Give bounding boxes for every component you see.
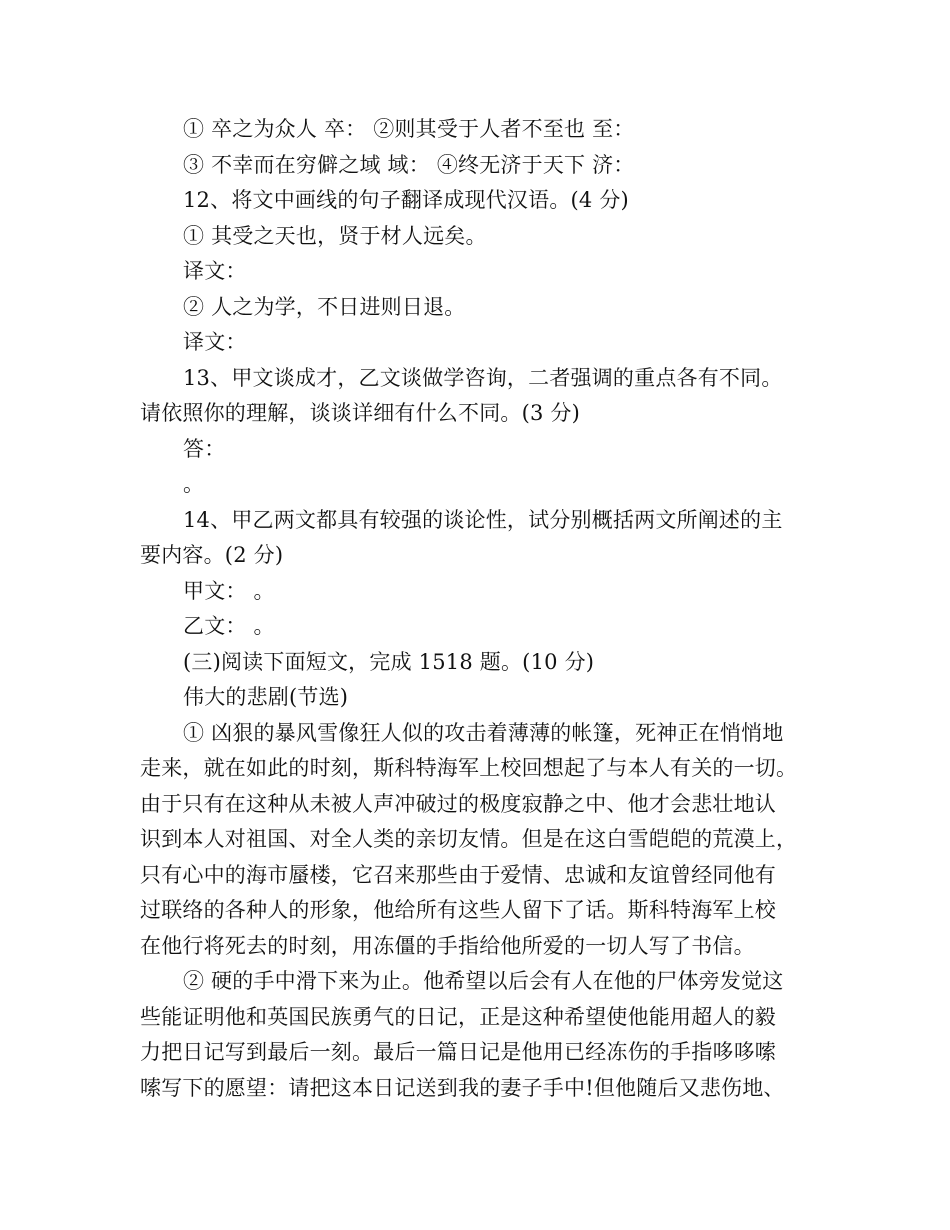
paragraph-line: 些能证明他和英国民族勇气的日记，正是这种希望使他能用超人的毅 bbox=[140, 1004, 776, 1029]
answer-label: 甲文： 。 bbox=[183, 578, 275, 603]
paragraph-line: 走来，就在如此的时刻，斯科特海军上校回想起了与本人有关的一切。 bbox=[140, 756, 798, 780]
text-line: ③ 不幸而在穷僻之域 域： ④终无济于天下 济： bbox=[183, 152, 635, 177]
paragraph-line: ② 硬的手中滑下来为止。他希望以后会有人在他的尸体旁发觉这 bbox=[183, 969, 784, 993]
answer-label: 乙文： 。 bbox=[183, 614, 275, 638]
text-line: ② 人之为学，不日进则日退。 bbox=[183, 294, 466, 319]
question-heading: 14、甲乙两文都具有较强的谈论性，试分别概括两文所阐述的主 bbox=[183, 507, 783, 532]
paragraph-line: 识到本人对祖国、对全人类的亲切友情。但是在这白雪皑皑的荒漠上， bbox=[140, 827, 798, 851]
text-line: ① 卒之为众人 卒： ②则其受于人者不至也 至： bbox=[183, 117, 635, 141]
paragraph-line: 过联络的各种人的形象，他给所有这些人留下了话。斯科特海军上校 bbox=[140, 898, 776, 922]
answer-label: 译文： bbox=[183, 259, 247, 283]
paragraph-line: 力把日记写到最后一刻。最后一篇日记是他用已经冻伤的手指哆哆嗦 bbox=[140, 1040, 776, 1064]
text-line: 。 bbox=[183, 472, 205, 496]
paragraph-line: 在他行将死去的时刻，用冻僵的手指给他所爱的一切人写了书信。 bbox=[140, 933, 755, 958]
passage-title: 伟大的悲剧(节选) bbox=[183, 685, 349, 709]
paragraph-line: 由于只有在这种从未被人声冲破过的极度寂静之中、他才会悲壮地认 bbox=[140, 791, 776, 816]
text-line: 请依照你的理解，谈谈详细有什么不同。(3 分) bbox=[140, 401, 581, 425]
answer-label: 译文： bbox=[183, 330, 247, 354]
text-line: ① 其受之天也，贤于材人远矣。 bbox=[183, 223, 487, 248]
text-line: 要内容。(2 分) bbox=[140, 543, 284, 567]
answer-label: 答： bbox=[183, 436, 226, 461]
section-heading: (三)阅读下面短文，完成 1518 题。(10 分) bbox=[183, 649, 595, 674]
document-body bbox=[140, 112, 830, 1106]
question-heading: 13、甲文谈成才，乙文谈做学咨询，二者强调的重点各有不同。 bbox=[183, 365, 783, 390]
paragraph-line: 只有心中的海市蜃楼，它召来那些由于爱情、忠诚和友谊曾经同他有 bbox=[140, 862, 776, 887]
paragraph-line: 嗦写下的愿望：请把这本日记送到我的妻子手中!但他随后又悲伤地、 bbox=[140, 1075, 785, 1100]
paragraph-line: ① 凶狠的暴风雪像狂人似的攻击着薄薄的帐篷，死神正在悄悄地 bbox=[183, 720, 784, 745]
question-heading: 12、将文中画线的句子翻译成现代汉语。(4 分) bbox=[183, 188, 629, 212]
